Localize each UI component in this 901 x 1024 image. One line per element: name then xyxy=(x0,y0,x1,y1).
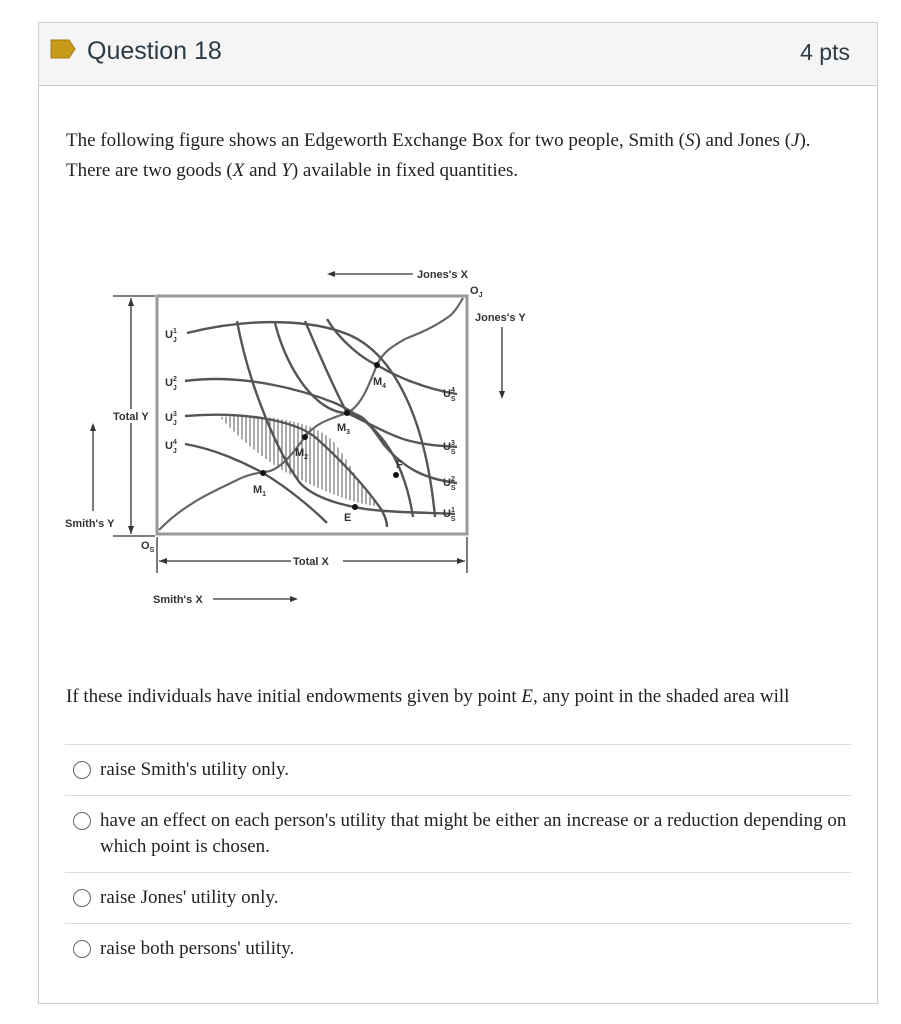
answer-option[interactable] xyxy=(65,744,851,795)
radio-button[interactable] xyxy=(73,940,91,958)
answer-option[interactable] xyxy=(65,923,851,974)
answer-label[interactable]: raise Jones' utility only. xyxy=(100,887,279,908)
question-card xyxy=(38,22,878,1004)
radio-button[interactable] xyxy=(73,889,91,907)
smith-x-label: Smith's X xyxy=(153,594,203,606)
point-m1 xyxy=(260,470,266,476)
question-prompt: If these individuals have initial endowments given by point E, any point in the shaded area will xyxy=(66,686,790,707)
arrow-head-icon xyxy=(327,271,335,277)
smith-curve-4 xyxy=(327,319,457,394)
arrow-head-icon xyxy=(128,298,134,306)
total-x-label: Total X xyxy=(293,556,329,568)
total-y-label: Total Y xyxy=(113,411,149,423)
label-m3: $M_3$ xyxy=(337,422,351,436)
label-f: F xyxy=(396,459,403,471)
arrow-head-icon xyxy=(457,558,465,564)
svg-text:U4S: $U^4$ S xyxy=(443,387,456,403)
arrow-head-icon xyxy=(290,596,298,602)
arrow-head-icon xyxy=(128,526,134,534)
point-m3 xyxy=(344,410,350,416)
question-points: 4 pts xyxy=(800,39,850,65)
svg-text:U1J: $U^1$ J xyxy=(165,328,177,344)
jones-x-label: Jones's X xyxy=(417,269,468,281)
answer-label[interactable]: have an effect on each person's utility that might be either an increase or a reduction depending on which point is chosen. xyxy=(100,810,847,857)
arrow-head-icon xyxy=(499,391,505,399)
flag-icon[interactable] xyxy=(50,39,76,59)
radio-button[interactable] xyxy=(73,812,91,830)
point-m4 xyxy=(374,362,380,368)
edgeworth-box-figure xyxy=(65,241,545,611)
point-m2 xyxy=(302,434,308,440)
question-title: Question 18 xyxy=(87,37,222,65)
label-m4: $M_4$ xyxy=(373,376,387,390)
point-e xyxy=(352,504,358,510)
smith-curve-labels xyxy=(443,387,456,523)
svg-text:U3S: $U^3$ S xyxy=(443,440,456,456)
label-m1: $M_1$ xyxy=(253,484,267,498)
jones-y-label: Jones's Y xyxy=(475,312,526,324)
jones-curve-labels xyxy=(165,328,177,455)
question-header xyxy=(39,23,877,86)
radio-button[interactable] xyxy=(73,761,91,779)
answer-list xyxy=(65,744,851,974)
svg-text:U4J: $U^4$ J xyxy=(165,439,177,455)
svg-text:U3J: $U^3$ J xyxy=(165,411,177,427)
point-f xyxy=(393,472,399,478)
answer-option[interactable] xyxy=(65,872,851,923)
answer-label[interactable]: raise both persons' utility. xyxy=(100,938,295,959)
smith-y-label: Smith's Y xyxy=(65,518,115,530)
svg-text:U2J: $U^2$ J xyxy=(165,376,177,392)
arrow-head-icon xyxy=(90,423,96,431)
origin-smith: $O_S$ xyxy=(141,540,155,554)
label-m2: $M_2$ xyxy=(295,447,309,461)
arrow-head-icon xyxy=(159,558,167,564)
answer-option[interactable] xyxy=(65,795,851,872)
svg-text:U2S: $U^2$ S xyxy=(443,476,456,492)
origin-jones: $O_J$ xyxy=(470,285,483,299)
svg-text:U1S: $U^1$ S xyxy=(443,507,456,523)
label-e: E xyxy=(344,512,352,524)
answer-label[interactable]: raise Smith's utility only. xyxy=(100,759,290,780)
question-stem: The following figure shows an Edgeworth Exchange Box for two people, Smith (S) and Jones (J). There are two goods (X and Y) available in fixed quantities. xyxy=(66,130,811,181)
